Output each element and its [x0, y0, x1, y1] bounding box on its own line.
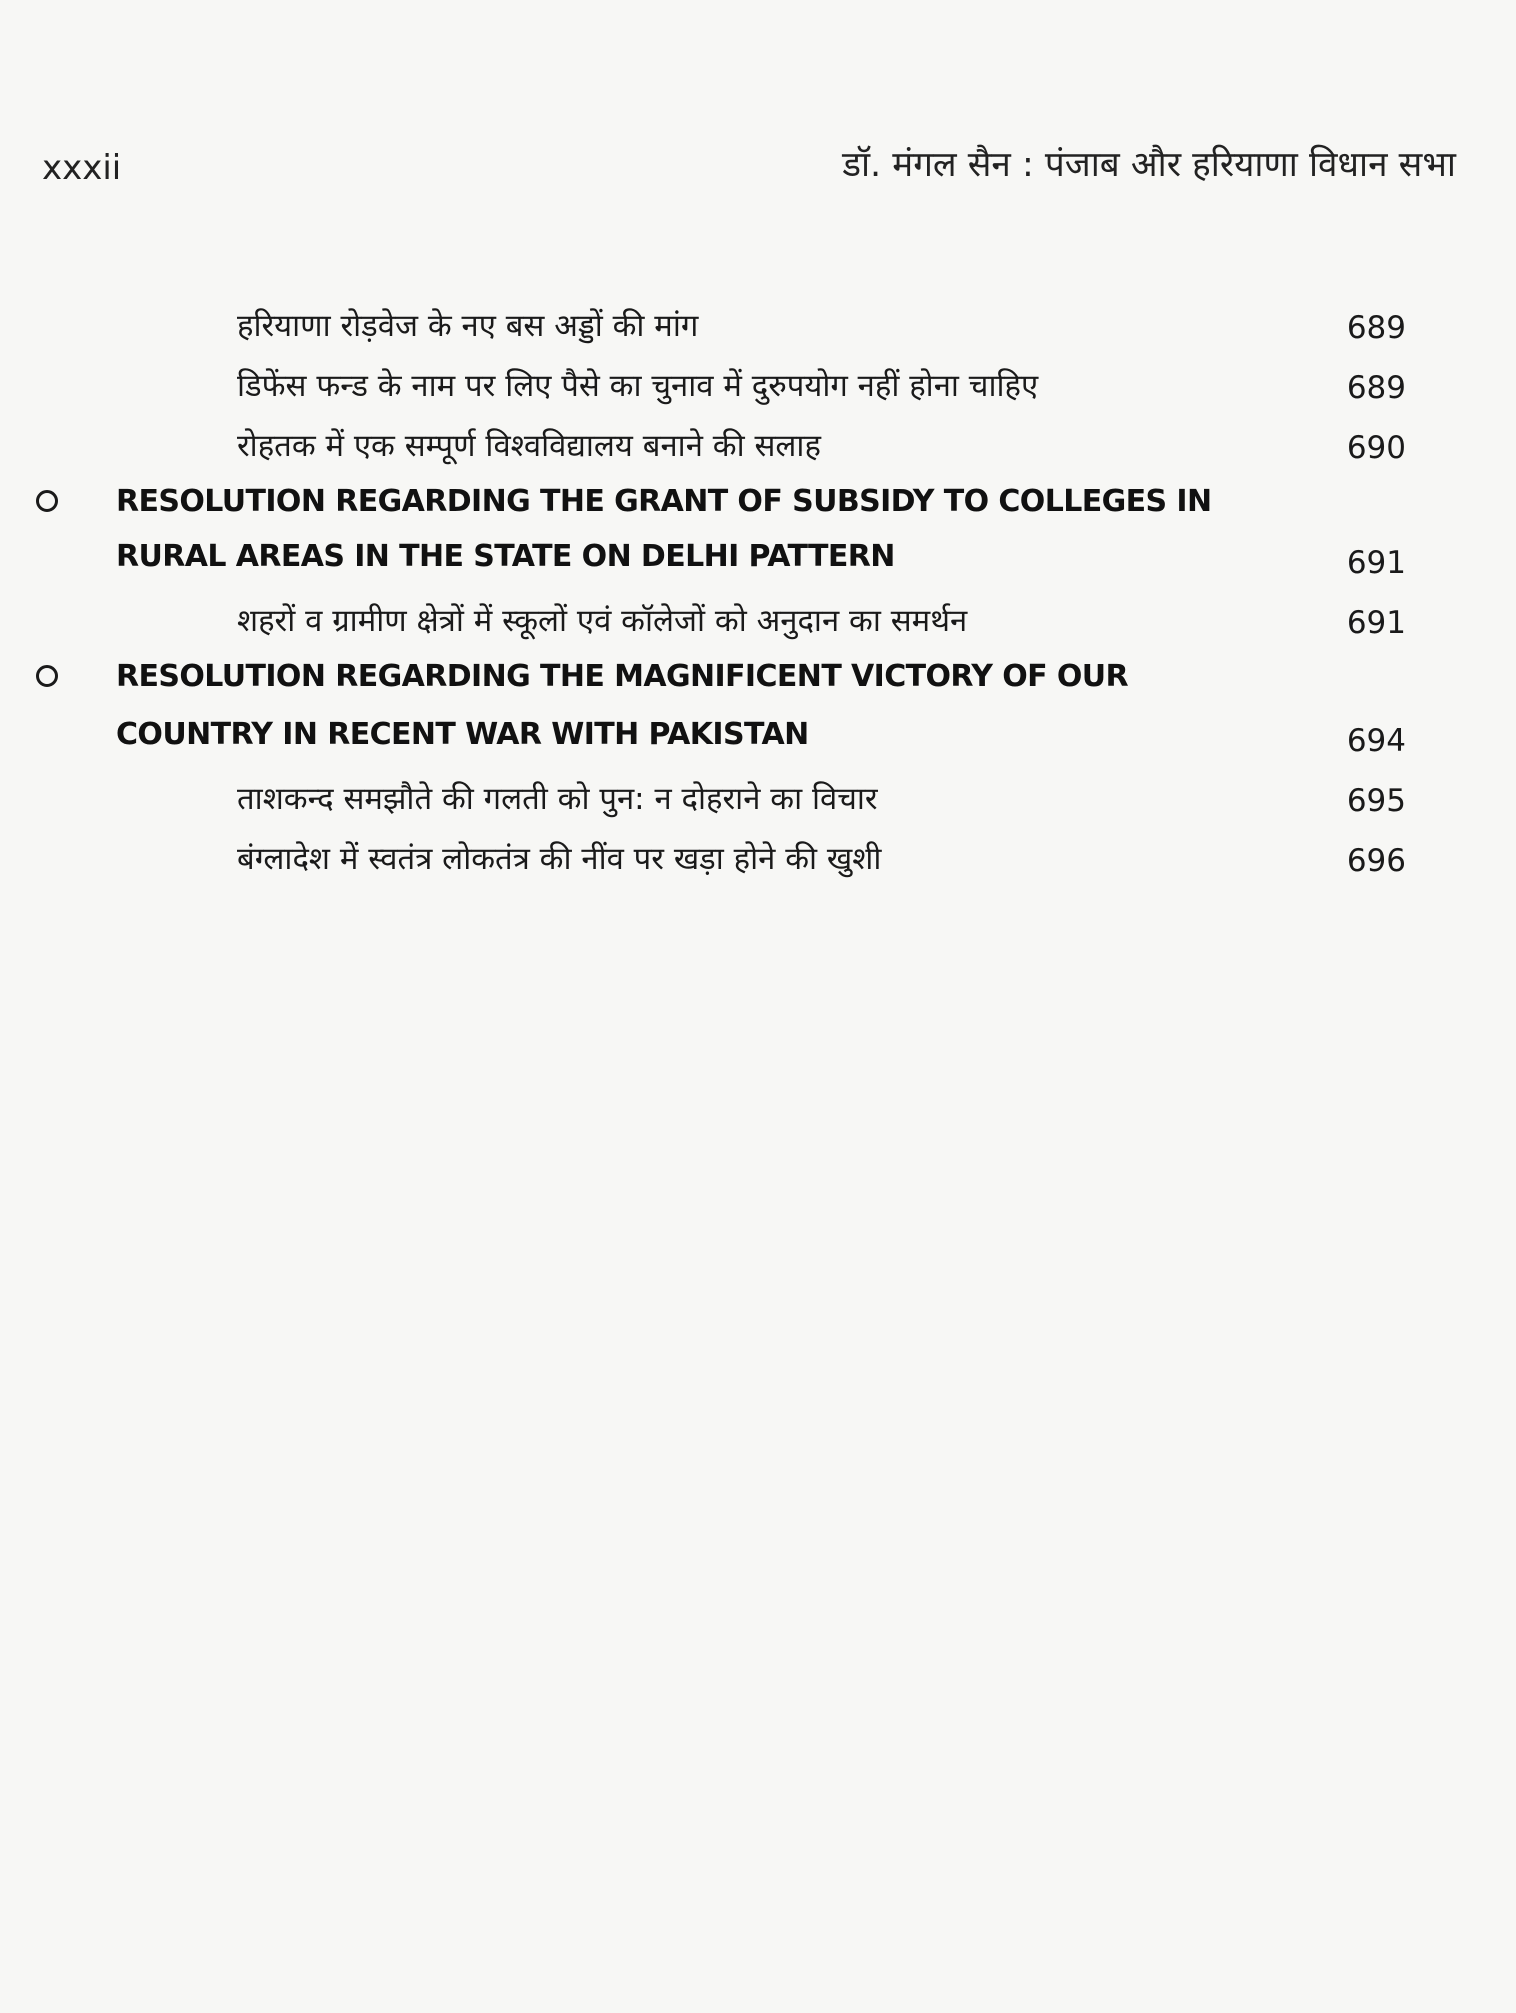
- toc-entry-page: 695: [1346, 783, 1406, 819]
- toc-entry: [0, 300, 1516, 360]
- toc-entry-page: 691: [1346, 545, 1406, 581]
- page-header: [0, 140, 1516, 200]
- toc-entry-text: बंग्लादेश में स्वतंत्र लोकतंत्र की नींव पर खड़ा होने की खुशी: [237, 841, 882, 877]
- toc-section-heading-continued: [0, 535, 1516, 595]
- toc-section-heading: [0, 480, 1516, 535]
- toc-entry-page: 689: [1346, 370, 1406, 406]
- toc-entry-page: 694: [1346, 723, 1406, 759]
- table-of-contents: [0, 300, 1516, 893]
- bullet-circle-icon: [36, 490, 58, 512]
- toc-entry: [0, 595, 1516, 655]
- toc-entry: [0, 773, 1516, 833]
- toc-section-heading-continued: [0, 713, 1516, 773]
- toc-entry-page: 691: [1346, 605, 1406, 641]
- toc-entry-text: डिफेंस फन्ड के नाम पर लिए पैसे का चुनाव में दुरुपयोग नहीं होना चाहिए: [237, 368, 1039, 404]
- toc-entry: [0, 360, 1516, 420]
- page-number: xxxii: [42, 148, 122, 188]
- bullet-circle-icon: [36, 665, 58, 687]
- toc-entry-text: रोहतक में एक सम्पूर्ण विश्वविद्यालय बनाने की सलाह: [237, 428, 821, 464]
- toc-section-heading-line2: RURAL AREAS IN THE STATE ON DELHI PATTERN: [116, 539, 895, 574]
- toc-entry: [0, 833, 1516, 893]
- toc-entry-page: 690: [1346, 430, 1406, 466]
- toc-entry-page: 689: [1346, 310, 1406, 346]
- toc-entry-text: ताशकन्द समझौते की गलती को पुन: न दोहराने का विचार: [237, 781, 878, 817]
- toc-section-heading-line2: COUNTRY IN RECENT WAR WITH PAKISTAN: [116, 717, 809, 752]
- toc-entry: [0, 420, 1516, 480]
- toc-section-heading-line1: RESOLUTION REGARDING THE MAGNIFICENT VICTORY OF OUR: [116, 659, 1129, 694]
- toc-entry-text: हरियाणा रोड़वेज के नए बस अड्डों की मांग: [237, 308, 699, 344]
- toc-entry-page: 696: [1346, 843, 1406, 879]
- toc-entry-text: शहरों व ग्रामीण क्षेत्रों में स्कूलों एवं कॉलेजों को अनुदान का समर्थन: [237, 603, 968, 639]
- toc-section-heading-line1: RESOLUTION REGARDING THE GRANT OF SUBSIDY TO COLLEGES IN: [116, 484, 1212, 519]
- toc-section-heading: [0, 655, 1516, 713]
- running-title: डॉ. मंगल सैन : पंजाब और हरियाणा विधान सभा: [842, 145, 1456, 185]
